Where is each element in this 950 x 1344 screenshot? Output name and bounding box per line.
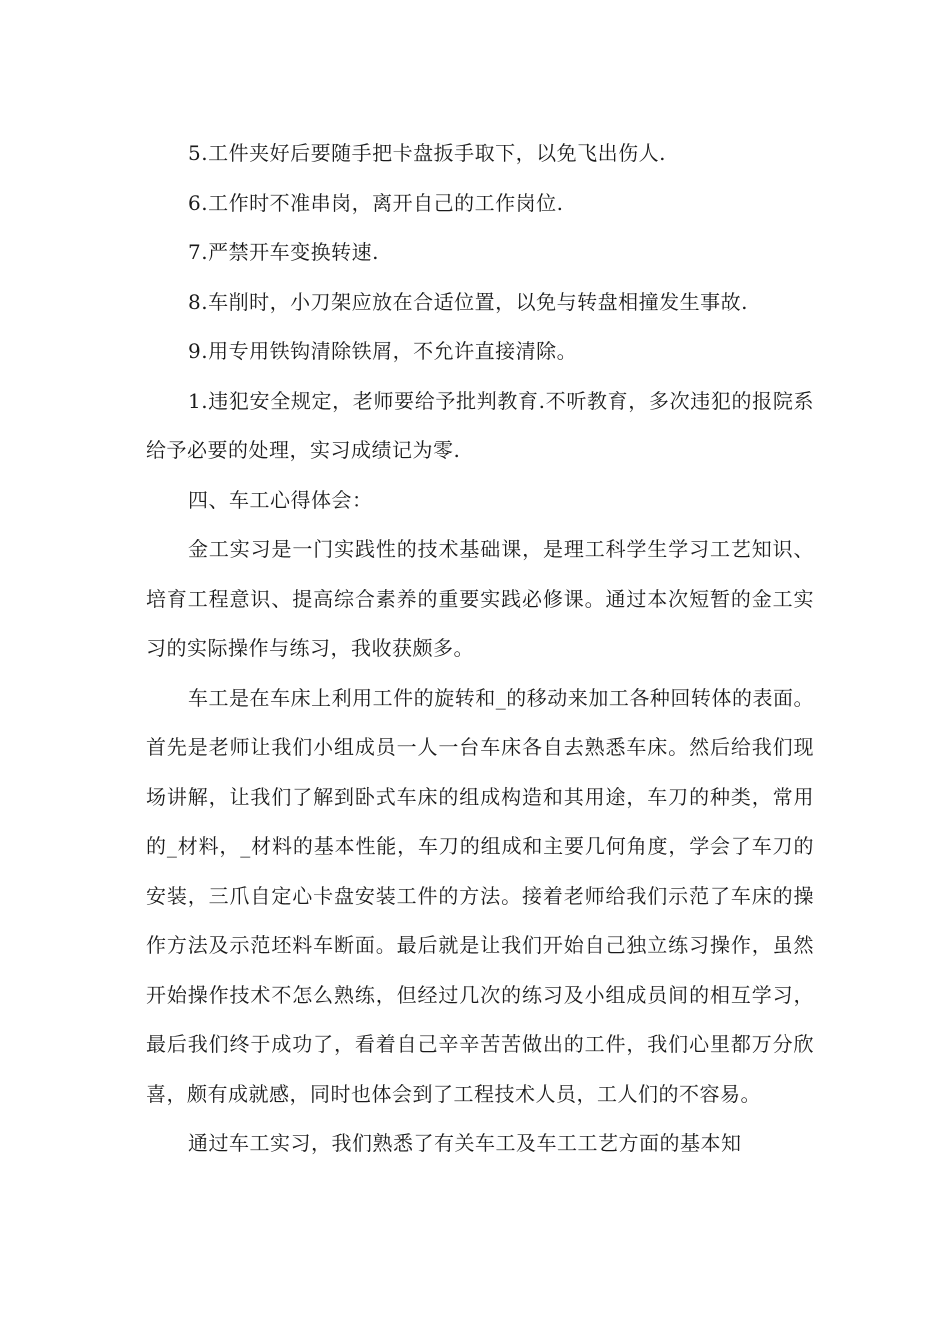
- paragraph-rule-5: 5.工件夹好后要随手把卡盘扳手取下，以免飞出伤人.: [188, 141, 666, 165]
- paragraph-lathe-work: 车工是在车床上利用工件的旋转和_的移动来加工各种回转体的表面。首先是老师让我们小组成员一人一台车床各自去熟悉车床。然后给我们现场讲解，让我们了解到卧式车床的组成构造和其用途，车刀的种类，常用的_材料，_材料的基本性能，车刀的组成和主要几何角度，学会了车刀的安装，三爪自定心卡盘安装工件的方法。接着老师给我们示范了车床的操作方法及示范坯料车断面。最后就是让我们开始自己独立练习操作，虽然开始操作技术不怎么熟练，但经过几次的练习及小组成员间的相互学习，最后我们终于成功了，看着自己辛辛苦苦做出的工件，我们心里都万分欣喜，颇有成就感，同时也体会到了工程技术人员，工人们的不容易。: [146, 685, 814, 1106]
- section-heading: 四、车工心得体会：: [188, 487, 373, 512]
- paragraph-penalty-rule: 1.违犯安全规定，老师要给予批判教育.不听教育，多次违犯的报院系给予必要的处理，实习成绩记为零.: [146, 388, 814, 462]
- paragraph-intro: 金工实习是一门实践性的技术基础课，是理工科学生学习工艺知识、培育工程意识、提高综合素养的重要实践必修课。通过本次短暂的金工实习的实际操作与练习，我收获颇多。: [146, 537, 814, 660]
- paragraph-conclusion: 通过车工实习，我们熟悉了有关车工及车工工艺方面的基本知: [188, 1131, 742, 1155]
- paragraph-rule-9: 9.用专用铁钩清除铁屑，不允许直接清除。: [188, 339, 578, 363]
- paragraph-rule-8: 8.车削时，小刀架应放在合适位置，以免与转盘相撞发生事故.: [188, 289, 748, 314]
- paragraph-rule-6: 6.工作时不准串岗，离开自己的工作岗位.: [188, 190, 564, 215]
- paragraph-rule-7: 7.严禁开车变换转速.: [188, 240, 379, 264]
- document-body: [146, 129, 814, 1169]
